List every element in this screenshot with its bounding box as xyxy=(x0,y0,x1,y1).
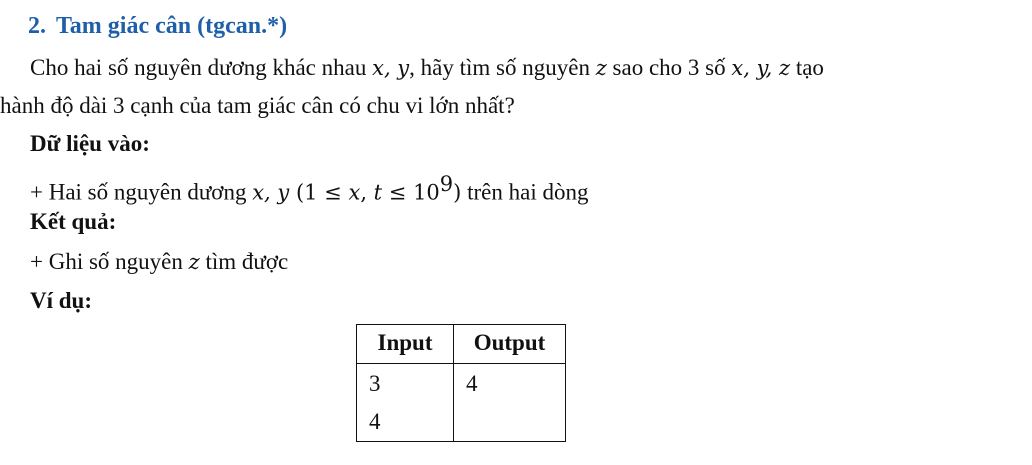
text-run: sao cho 3 số xyxy=(606,55,732,80)
output-description xyxy=(30,248,288,276)
text-run: , hãy tìm số nguyên xyxy=(409,55,596,80)
example-table xyxy=(356,324,566,442)
text-run: tìm được xyxy=(199,249,289,274)
table-header-row xyxy=(357,325,566,364)
math-run: ) xyxy=(453,180,462,205)
text-run: Cho hai số nguyên dương khác nhau xyxy=(30,55,373,80)
math-z: z xyxy=(595,56,607,80)
math-run: , xyxy=(360,180,374,205)
header-input: Input xyxy=(357,325,454,364)
output-line: 4 xyxy=(466,371,478,396)
input-line: 4 xyxy=(369,409,381,434)
text-run: + Ghi số nguyên xyxy=(30,249,189,274)
math-x: x xyxy=(348,180,361,205)
math-z: z xyxy=(188,250,200,274)
math-t: t xyxy=(373,180,383,205)
text-run: tạo xyxy=(790,55,824,80)
output-heading: Kết quả: xyxy=(30,209,117,234)
text-run: trên hai dòng xyxy=(461,179,589,205)
table-row xyxy=(357,364,566,442)
section-number: 2. xyxy=(28,13,46,39)
section-title: Tam giác cân (tgcan.*) xyxy=(56,13,288,39)
header-output: Output xyxy=(454,325,566,364)
input-description xyxy=(30,170,588,207)
input-heading: Dữ liệu vào: xyxy=(30,131,150,156)
problem-statement-line-2: hành độ dài 3 cạnh của tam giác cân có chu vi lớn nhất? xyxy=(0,93,515,118)
input-line: 3 xyxy=(369,371,381,396)
text-run: + Hai số nguyên dương xyxy=(30,179,253,205)
problem-statement-line-1 xyxy=(30,54,824,82)
math-xy: x, y xyxy=(372,56,410,80)
example-heading: Ví dụ: xyxy=(30,288,92,313)
section-heading xyxy=(28,12,287,40)
math-xy: x, y xyxy=(252,180,290,205)
math-run: ≤ 10 xyxy=(382,180,440,205)
math-xyz: x, y, z xyxy=(731,56,791,80)
input-cell xyxy=(357,364,454,442)
output-cell xyxy=(454,364,566,442)
math-exponent: 9 xyxy=(439,172,454,196)
math-run: (1 ≤ xyxy=(289,180,349,205)
